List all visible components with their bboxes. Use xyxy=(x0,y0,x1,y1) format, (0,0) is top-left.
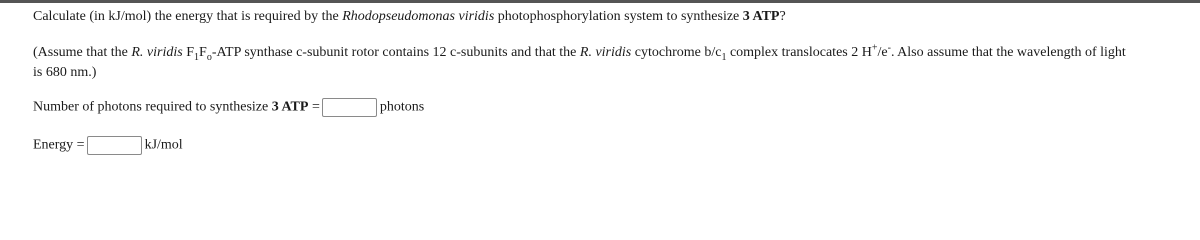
energy-question xyxy=(33,136,183,155)
atp-amount: 3 ATP xyxy=(742,9,780,24)
energy-unit: kJ/mol xyxy=(144,137,183,153)
question-middle: photophosphorylation system to synthesize xyxy=(494,9,743,24)
energy-answer-input[interactable] xyxy=(87,136,142,155)
question-text xyxy=(33,8,786,26)
question-prefix: Calculate (in kJ/mol) the energy that is required by the xyxy=(33,9,343,24)
superscript: + xyxy=(871,42,878,54)
assumption-text xyxy=(33,44,1126,62)
photons-answer-input[interactable] xyxy=(322,98,377,117)
question-suffix: ? xyxy=(779,9,786,24)
assumption-part: /e xyxy=(877,45,888,60)
assumption-text-line2: is 680 nm.) xyxy=(33,65,97,80)
assumption-part: F xyxy=(199,45,207,60)
photons-label-bold: 3 ATP xyxy=(271,99,309,115)
photons-equals: = xyxy=(308,99,320,115)
superscript: - xyxy=(887,42,891,54)
photons-question xyxy=(33,98,424,117)
subscript: o xyxy=(206,51,212,63)
assumption-part: F xyxy=(182,45,195,60)
organism-name: Rhodopseudomonas viridis xyxy=(342,9,495,24)
photons-label: Number of photons required to synthesize xyxy=(33,99,272,115)
top-divider xyxy=(0,0,1200,3)
subscript: 1 xyxy=(194,51,200,63)
species-name: R. viridis xyxy=(131,45,183,60)
subscript: 1 xyxy=(721,51,727,63)
photons-unit: photons xyxy=(379,99,425,115)
assumption-part: cytochrome b/c xyxy=(631,45,722,60)
assumption-part: . Also assume that the wavelength of light xyxy=(890,45,1126,60)
energy-label: Energy = xyxy=(33,137,85,153)
species-name: R. viridis xyxy=(579,45,632,60)
assumption-part: (Assume that the xyxy=(33,45,132,60)
assumption-part: -ATP synthase c-subunit rotor contains 12 c-subunits and that the xyxy=(211,45,580,60)
assumption-part: complex translocates 2 H xyxy=(726,45,872,60)
